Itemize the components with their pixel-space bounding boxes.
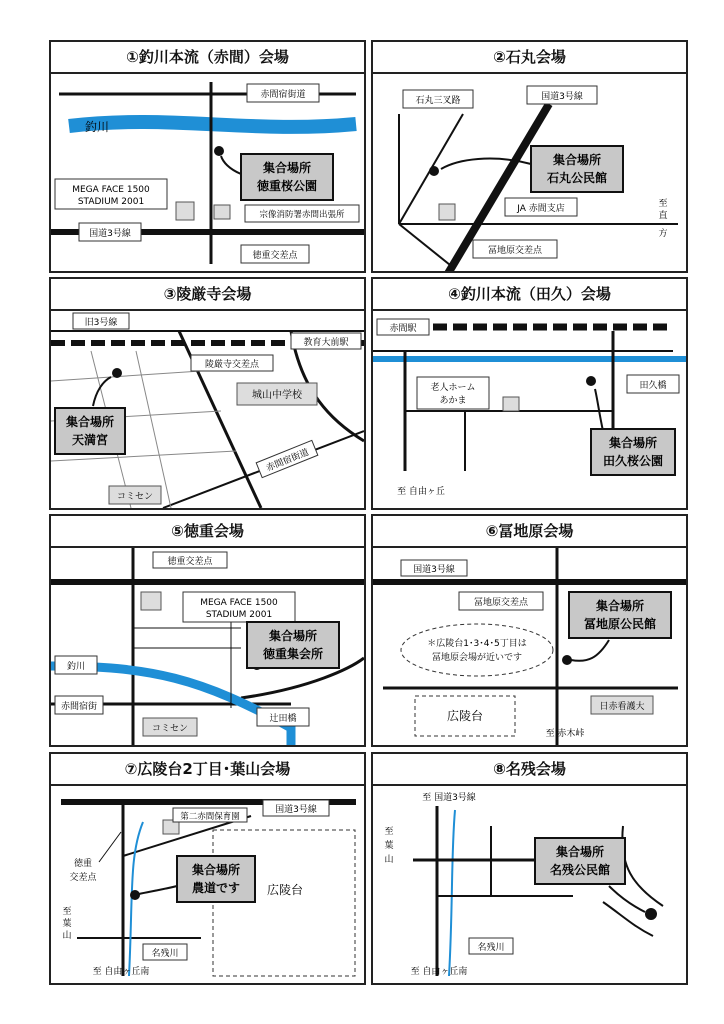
gathering-label-1: 集合場所 bbox=[608, 436, 658, 450]
gathering-label-2: 徳重桜公園 bbox=[256, 179, 318, 193]
gathering-label-1: 集合場所 bbox=[65, 415, 115, 429]
panel-ryogonji bbox=[49, 277, 366, 510]
label-to: 至 自由ヶ丘南 bbox=[92, 967, 150, 977]
panel-title: ⑤徳重会場 bbox=[51, 516, 364, 548]
panel-title: ③陵厳寺会場 bbox=[51, 279, 364, 311]
label-cross: 陵厳寺交差点 bbox=[204, 360, 260, 370]
label-to: 至 自由ヶ丘南 bbox=[410, 967, 468, 977]
label-mega-2: STADIUM 2001 bbox=[205, 610, 273, 620]
note-ellipse bbox=[401, 624, 553, 676]
label-ja: JA 赤間支店 bbox=[517, 204, 565, 214]
label-home-2: あかま bbox=[439, 396, 467, 406]
map-nagori bbox=[373, 786, 686, 983]
label-komisen: コミセン bbox=[151, 724, 189, 734]
road-lower bbox=[399, 224, 455, 269]
map-tokushige bbox=[51, 548, 364, 745]
label-road-top: 赤間宿街道 bbox=[260, 90, 306, 100]
gathering-label-2: 天満宮 bbox=[71, 433, 109, 447]
panel-tsurikawa-taku bbox=[371, 277, 688, 510]
gathering-label-1: 集合場所 bbox=[595, 599, 645, 613]
gathering-label-2: 冨地原公民館 bbox=[583, 617, 657, 631]
label-to: 至 自由ヶ丘 bbox=[397, 487, 445, 497]
cross-leader bbox=[99, 832, 121, 862]
label-to: 至 赤木峠 bbox=[545, 729, 585, 739]
panel-title: ②石丸会場 bbox=[373, 42, 686, 74]
panel-title: ⑧名残会場 bbox=[373, 754, 686, 786]
label-nursery: 第二赤間保育園 bbox=[180, 812, 240, 822]
label-cross: 冨地原交差点 bbox=[487, 246, 543, 256]
label-river: 釣川 bbox=[84, 120, 110, 134]
label-to-hayama-1: 至 bbox=[384, 827, 394, 837]
river-nagori bbox=[449, 810, 455, 976]
building-home bbox=[503, 397, 519, 411]
gathering-label-2: 名残公民館 bbox=[549, 863, 611, 877]
gathering-arrow bbox=[609, 886, 645, 912]
label-cross: 徳重交差点 bbox=[252, 251, 298, 261]
label-cross-2: 交差点 bbox=[69, 873, 97, 883]
panel-title: ⑥冨地原会場 bbox=[373, 516, 686, 548]
gathering-label-1: 集合場所 bbox=[268, 629, 318, 643]
label-to-hayama-2: 葉 bbox=[384, 841, 394, 851]
gathering-point-marker bbox=[214, 146, 224, 156]
gathering-arrow bbox=[139, 886, 177, 894]
gathering-point-marker bbox=[645, 908, 657, 920]
road-curve-lower bbox=[603, 902, 653, 936]
label-to-hayama-1: 至 bbox=[62, 907, 72, 917]
label-river: 名残川 bbox=[151, 949, 179, 959]
label-station: 赤間駅 bbox=[389, 324, 417, 334]
map-koryodai-hayama bbox=[51, 786, 364, 983]
label-komisen: コミセン bbox=[116, 492, 154, 502]
panel-ishimaru bbox=[371, 40, 688, 273]
label-road: 赤間宿街 bbox=[60, 702, 98, 712]
gathering-arrow bbox=[221, 156, 241, 174]
label-college: 日赤看護大 bbox=[599, 702, 645, 712]
panel-tokushige bbox=[49, 514, 366, 747]
road-curve-right bbox=[622, 826, 663, 906]
note-line-2: 冨地原会場が近いです bbox=[431, 653, 523, 663]
gathering-arrow bbox=[93, 377, 111, 406]
label-to-hayama-2: 葉 bbox=[62, 919, 72, 929]
label-bridge: 田久橋 bbox=[639, 381, 667, 391]
panel-title: ①釣川本流（赤間）会場 bbox=[51, 42, 364, 74]
map-ryogonji bbox=[51, 311, 364, 508]
label-cross-1: 徳重 bbox=[73, 859, 93, 869]
label-to-hayama-3: 山 bbox=[62, 931, 72, 941]
label-route3: 国道3号線 bbox=[275, 805, 317, 815]
label-river: 釣川 bbox=[66, 662, 86, 672]
map-ishimaru bbox=[373, 74, 686, 271]
label-ishimaru3: 石丸三叉路 bbox=[415, 96, 461, 106]
label-river: 名残川 bbox=[477, 943, 505, 953]
label-route3: 国道3号線 bbox=[89, 229, 131, 239]
gathering-label-2: 石丸公民館 bbox=[546, 171, 608, 185]
label-route3: 至 国道3号線 bbox=[422, 793, 476, 803]
building-mega bbox=[141, 592, 161, 610]
gathering-label-1: 集合場所 bbox=[191, 863, 241, 877]
label-route3: 国道3号線 bbox=[541, 92, 583, 102]
panel-title: ⑦広陵台2丁目･葉山会場 bbox=[51, 754, 364, 786]
gathering-point-marker bbox=[112, 368, 122, 378]
label-road: 赤間宿街道 bbox=[265, 447, 311, 474]
panel-koryodai-hayama bbox=[49, 752, 366, 985]
gathering-label-2: 徳重集会所 bbox=[262, 647, 324, 661]
gathering-label-2: 田久桜公園 bbox=[602, 454, 664, 468]
gathering-point-marker bbox=[429, 166, 439, 176]
gathering-arrow bbox=[571, 640, 609, 661]
label-to: 至 bbox=[658, 199, 668, 209]
label-nogata-1: 直 bbox=[658, 211, 668, 221]
gathering-label-1: 集合場所 bbox=[552, 153, 602, 167]
label-old3: 旧3号線 bbox=[84, 318, 118, 328]
label-mega-1: MEGA FACE 1500 bbox=[72, 185, 150, 195]
label-school: 城山中学校 bbox=[252, 390, 302, 401]
gathering-label-2: 農道です bbox=[191, 881, 241, 895]
panel-tsurikawa-akama bbox=[49, 40, 366, 273]
building-fire-station bbox=[214, 205, 230, 219]
label-koryo: 広陵台 bbox=[446, 709, 484, 723]
panel-fujiwara bbox=[371, 514, 688, 747]
building-mega bbox=[176, 202, 194, 220]
label-nogata-2: 方 bbox=[658, 229, 668, 239]
note-line-1: ＊広陵台1･3･4･5丁目は bbox=[427, 639, 527, 649]
gathering-label-1: 集合場所 bbox=[262, 161, 312, 175]
label-to-hayama-3: 山 bbox=[384, 855, 394, 865]
building-ja bbox=[439, 204, 455, 220]
label-cross: 徳重交差点 bbox=[167, 557, 213, 567]
gathering-point-marker bbox=[130, 890, 140, 900]
map-fujiwara bbox=[373, 548, 686, 745]
gathering-point-marker bbox=[586, 376, 596, 386]
gathering-label-1: 集合場所 bbox=[555, 845, 605, 859]
panel-nagori bbox=[371, 752, 688, 985]
street-a bbox=[51, 371, 201, 381]
map-tsurikawa-akama bbox=[51, 74, 364, 271]
label-cross: 冨地原交差点 bbox=[473, 598, 529, 608]
label-koryo: 広陵台 bbox=[266, 883, 304, 897]
gathering-point-marker bbox=[562, 655, 572, 665]
label-mega-1: MEGA FACE 1500 bbox=[200, 598, 278, 608]
label-bridge: 辻田橋 bbox=[269, 714, 297, 724]
label-route3: 国道3号線 bbox=[413, 565, 455, 575]
label-fire-station: 宗像消防署赤間出張所 bbox=[259, 210, 345, 220]
label-station: 教育大前駅 bbox=[303, 338, 349, 348]
label-mega-2: STADIUM 2001 bbox=[77, 197, 145, 207]
panel-title: ④釣川本流（田久）会場 bbox=[373, 279, 686, 311]
label-home-1: 老人ホーム bbox=[430, 383, 476, 393]
map-tsurikawa-taku bbox=[373, 311, 686, 508]
